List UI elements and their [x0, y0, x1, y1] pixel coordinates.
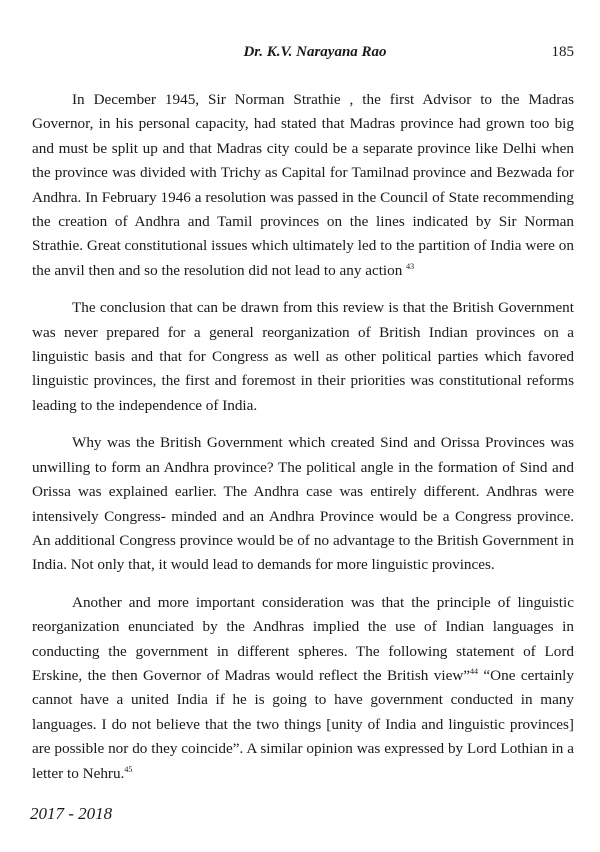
paragraph-1-text: In December 1945, Sir Norman Strathie , the first Advisor to the Madras Governor, in his personal capacity, had stated that Madras province had grown too big and must be split up and that Madras city could be a separate province like Delhi when the province was divided with Trichy as Capital for Tamilnad province and Bezwada for Andhra. In February 1946 a resolution was passed in the Council of State recommending the creation of Andhra and Tamil provinces on the lines indicated by Sir Norman Strathie. Great constitutional issues which ultimately led to the partition of India were on the anvil then and so the resolution did not lead to any action — [32, 91, 574, 279]
paragraph-4-text-b: “One certainly cannot have a united India if he is going to have government conducted in many languages. I do not believe that the two things [unity of India and linguistic provinces] are possible nor do they coincide”. A similar opinion was expressed by Lord Lothian in a letter to Nehru. — [32, 666, 574, 782]
paragraph-3 — [32, 431, 574, 577]
paragraph-4 — [32, 591, 574, 786]
paragraph-4-text-a: Another and more important consideration was that the principle of linguistic reorganization enunciated by the Andhras implied the use of Indian languages in conducting the government in different spheres. The following statement of Lord Erskine, the then Governor of Madras would reflect the British view” — [32, 593, 574, 684]
page-number: 185 — [551, 44, 574, 60]
page-header — [56, 44, 574, 66]
footer-year: 2017 - 2018 — [30, 804, 113, 823]
footnote-ref-43: 43 — [406, 261, 415, 271]
footnote-ref-45: 45 — [124, 764, 133, 774]
paragraph-1 — [32, 88, 574, 283]
footnote-ref-44: 44 — [470, 666, 479, 676]
body-text — [32, 88, 574, 799]
running-head: Dr. K.V. Narayana Rao — [243, 44, 387, 60]
paragraph-3-text: Why was the British Government which created Sind and Orissa Provinces was unwilling to form an Andhra province? The political angle in the formation of Sind and Orissa was explained earlier. The Andhra case was entirely different. Andhras were intensively Congress- minded and an Andhra Province would be a Congress province. An additional Congress province would be of no advantage to the British Government in India. Not only that, it would lead to demands for more linguistic provinces. — [32, 434, 574, 574]
paragraph-2 — [32, 296, 574, 418]
paragraph-2-text: The conclusion that can be drawn from this review is that the British Government was never prepared for a general reorganization of British Indian provinces on a linguistic basis and that for Congress as well as other political parties which favored linguistic provinces, the first and foremost in their priorities was constitutional reforms leading to the independence of India. — [32, 299, 574, 414]
